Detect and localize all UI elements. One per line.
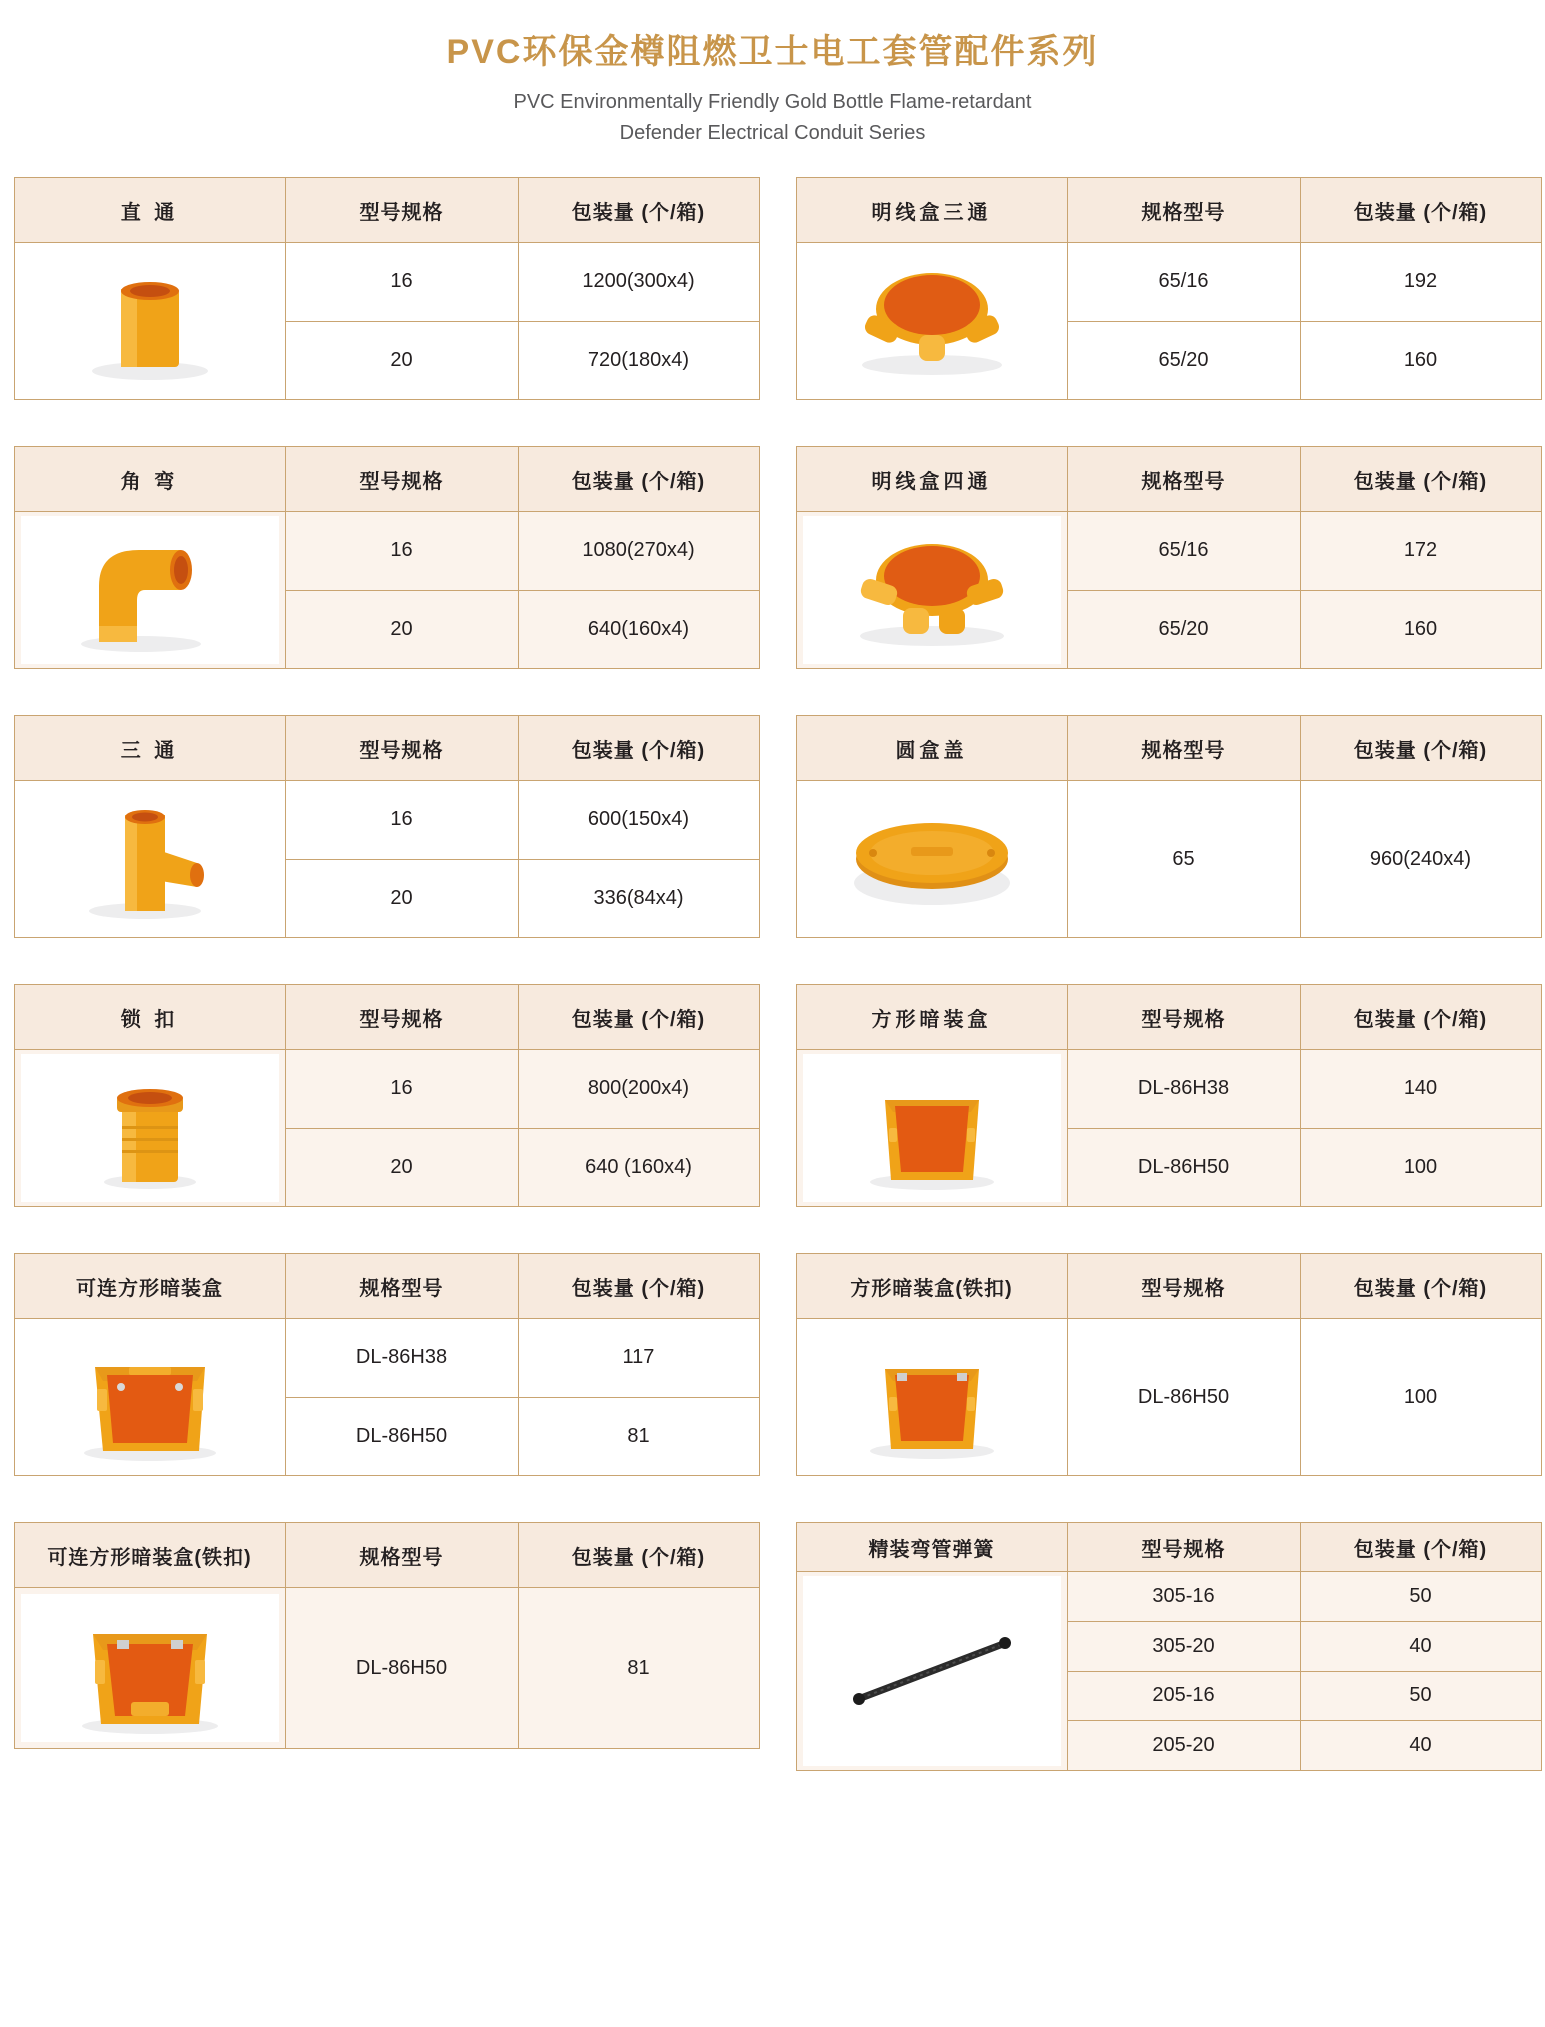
column-header-qty: 包装量 (个/箱) [1300,1523,1541,1572]
product-name: 可连方形暗装盒(铁扣) [14,1523,285,1588]
table-header-row [14,985,759,1050]
product-image-cell [796,1319,1067,1476]
product-image-cell [14,1588,285,1749]
spec-value: 20 [285,1128,518,1207]
table-row [14,1319,759,1398]
qty-value: 140 [1300,1050,1541,1129]
table-row [14,243,759,322]
column-header-qty: 包装量 (个/箱) [1300,1254,1541,1319]
product-table [14,446,760,669]
qty-value: 192 [1300,243,1541,322]
product-image-cell [14,781,285,938]
table-header-row [14,447,759,512]
table-header-row [796,985,1541,1050]
table-row [796,512,1541,591]
column-header-qty: 包装量 (个/箱) [518,447,759,512]
qty-value: 100 [1300,1128,1541,1207]
qty-value: 600(150x4) [518,781,759,860]
column-header-spec: 型号规格 [1067,1523,1300,1572]
bending-spring-icon [803,1576,1061,1766]
spec-value: DL-86H38 [1067,1050,1300,1129]
table-header-row [796,1254,1541,1319]
column-header-qty: 包装量 (个/箱) [518,1254,759,1319]
table-header-row [796,178,1541,243]
spec-value: 65 [1067,781,1300,938]
product-name: 三 通 [14,716,285,781]
product-card [14,446,750,669]
qty-value: 160 [1300,321,1541,400]
spec-value: 65/16 [1067,512,1300,591]
product-card [14,1522,750,1771]
spec-value: 305-20 [1067,1621,1300,1671]
column-header-spec: 型号规格 [285,178,518,243]
qty-value: 40 [1300,1721,1541,1771]
qty-value: 117 [518,1319,759,1398]
product-card [14,177,750,400]
spec-value: DL-86H38 [285,1319,518,1398]
column-header-spec: 规格型号 [1067,716,1300,781]
table-header-row [14,716,759,781]
page-subtitle-line2: Defender Electrical Conduit Series [619,122,926,144]
table-row [14,1588,759,1749]
product-table [14,177,760,400]
column-header-spec: 型号规格 [1067,985,1300,1050]
product-name: 圆盒盖 [796,716,1067,781]
product-card [14,984,750,1207]
lock-nut-icon [21,1054,279,1202]
spec-value: 205-20 [1067,1721,1300,1771]
product-table [14,1253,760,1476]
product-name: 方形暗装盒(铁扣) [796,1254,1067,1319]
page-subtitle-line1: PVC Environmentally Friendly Gold Bottle Flame-retardant [513,91,1032,113]
table-header-row [14,178,759,243]
column-header-spec: 规格型号 [1067,178,1300,243]
column-header-spec: 型号规格 [285,447,518,512]
spec-value: 305-16 [1067,1572,1300,1622]
product-image-cell [14,1050,285,1207]
spec-value: 16 [285,781,518,860]
page-subtitle [0,87,1545,149]
table-header-row [796,447,1541,512]
spec-value: DL-86H50 [285,1397,518,1476]
qty-value: 336(84x4) [518,859,759,938]
qty-value: 960(240x4) [1300,781,1541,938]
product-name: 锁 扣 [14,985,285,1050]
qty-value: 81 [518,1397,759,1476]
spec-value: 20 [285,590,518,669]
column-header-spec: 型号规格 [285,985,518,1050]
straight-coupler-icon [21,247,279,395]
table-row [796,1319,1541,1476]
product-table [796,1522,1542,1771]
table-header-row [796,716,1541,781]
qty-value: 40 [1300,1621,1541,1671]
page-title: PVC环保金樽阻燃卫士电工套管配件系列 [446,33,1099,71]
table-row [796,781,1541,938]
product-card [14,1253,750,1476]
product-name: 角 弯 [14,447,285,512]
product-table [14,984,760,1207]
spec-value: 16 [285,243,518,322]
column-header-spec: 型号规格 [285,716,518,781]
spec-value: 16 [285,1050,518,1129]
product-table [796,984,1542,1207]
product-name: 明线盒四通 [796,447,1067,512]
spec-value: 65/16 [1067,243,1300,322]
column-header-qty: 包装量 (个/箱) [518,985,759,1050]
column-header-qty: 包装量 (个/箱) [1300,985,1541,1050]
product-table [14,715,760,938]
qty-value: 172 [1300,512,1541,591]
qty-value: 1200(300x4) [518,243,759,322]
product-card [796,446,1532,669]
round-box-cover-icon [803,785,1061,933]
spec-value: 65/20 [1067,590,1300,669]
table-row [14,1050,759,1129]
qty-value: 50 [1300,1671,1541,1721]
product-table [796,715,1542,938]
spec-value: 205-16 [1067,1671,1300,1721]
product-card [796,1522,1532,1771]
table-row [14,781,759,860]
qty-value: 720(180x4) [518,321,759,400]
product-name: 直 通 [14,178,285,243]
qty-value: 640(160x4) [518,590,759,669]
spec-value: 20 [285,321,518,400]
product-card [796,1253,1532,1476]
table-header-row [14,1254,759,1319]
table-row [796,1050,1541,1129]
qty-value: 100 [1300,1319,1541,1476]
qty-value: 160 [1300,590,1541,669]
table-row [14,512,759,591]
qty-value: 1080(270x4) [518,512,759,591]
surface-box-cross-icon [803,516,1061,664]
table-header-row [14,1523,759,1588]
product-card [796,715,1532,938]
product-image-cell [14,243,285,400]
product-image-cell [14,512,285,669]
elbow-icon [21,516,279,664]
spec-value: 20 [285,859,518,938]
product-image-cell [796,1572,1067,1771]
spec-value: DL-86H50 [1067,1319,1300,1476]
product-image-cell [796,1050,1067,1207]
product-table [796,446,1542,669]
product-table [14,1522,760,1749]
qty-value: 800(200x4) [518,1050,759,1129]
product-card [796,984,1532,1207]
qty-value: 640 (160x4) [518,1128,759,1207]
product-name: 明线盒三通 [796,178,1067,243]
product-image-cell [796,243,1067,400]
column-header-spec: 规格型号 [285,1254,518,1319]
product-name: 精装弯管弹簧 [796,1523,1067,1572]
product-card [796,177,1532,400]
column-header-spec: 规格型号 [285,1523,518,1588]
product-name: 可连方形暗装盒 [14,1254,285,1319]
product-grid [14,177,1532,1817]
column-header-spec: 型号规格 [1067,1254,1300,1319]
product-image-cell [796,781,1067,938]
product-name: 方形暗装盒 [796,985,1067,1050]
table-row [796,243,1541,322]
spec-value: DL-86H50 [285,1588,518,1749]
column-header-spec: 规格型号 [1067,447,1300,512]
qty-value: 50 [1300,1572,1541,1622]
product-card [14,715,750,938]
linkable-square-flush-box-metal-clip-icon [21,1594,279,1742]
product-image-cell [796,512,1067,669]
product-image-cell [14,1319,285,1476]
product-table [796,177,1542,400]
column-header-qty: 包装量 (个/箱) [1300,716,1541,781]
linkable-square-flush-box-icon [21,1323,279,1471]
column-header-qty: 包装量 (个/箱) [518,1523,759,1588]
spec-value: 16 [285,512,518,591]
spec-value: DL-86H50 [1067,1128,1300,1207]
column-header-qty: 包装量 (个/箱) [1300,447,1541,512]
column-header-qty: 包装量 (个/箱) [518,716,759,781]
column-header-qty: 包装量 (个/箱) [1300,178,1541,243]
qty-value: 81 [518,1588,759,1749]
product-table [796,1253,1542,1476]
surface-box-tee-icon [803,247,1061,395]
square-flush-box-metal-clip-icon [803,1323,1061,1471]
tee-icon [21,785,279,933]
table-header-row [796,1523,1541,1572]
table-row [796,1572,1541,1622]
square-flush-box-icon [803,1054,1061,1202]
spec-value: 65/20 [1067,321,1300,400]
column-header-qty: 包装量 (个/箱) [518,178,759,243]
